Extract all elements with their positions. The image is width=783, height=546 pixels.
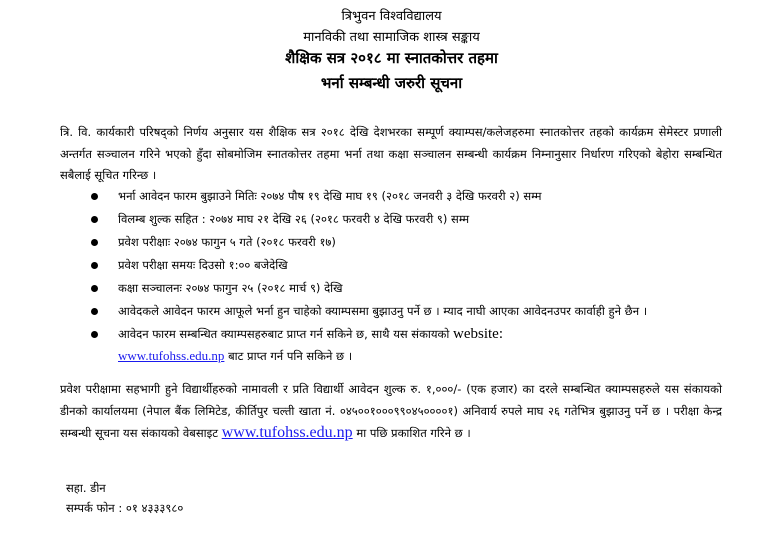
list-item: आवेदन फारम सम्बन्धित क्याम्पसहरुबाट प्राप्त गर्न सकिने छ, साथै यस संकायको website: www.tufohss.edu.np बाट प्राप्त गर्न पनि सकिने छ । xyxy=(96,324,726,367)
website-word: website: xyxy=(453,326,504,342)
intro-paragraph: त्रि. वि. कार्यकारी परिषद्को निर्णय अनुसार यस शैक्षिक सत्र २०१८ देखि देशभरका सम्पूर्ण क्याम्पस/कलेजहरुमा स्नातकोत्तर तहको कार्यक्रम सेमेस्टर प्रणाली अन्तर्गत सञ्चालन गरिने भएको हुँदा सोबमोजिम स्नातकोत्तर तहमा भर्ना तथा कक्षा सञ्चालन सम्बन्धी कार्यक्रम निम्नानुसार निर्धारण गरिएको बेहोरा सम्बन्धित सबैलाई सूचित गरिन्छ । xyxy=(60,125,722,182)
website-link[interactable]: www.tufohss.edu.np xyxy=(118,348,225,363)
bullet-icon xyxy=(91,331,98,338)
website-link[interactable]: www.tufohss.edu.np xyxy=(221,424,353,441)
bullet-icon xyxy=(91,262,98,269)
signatory-role: सहा. डीन xyxy=(66,481,106,495)
schedule-list xyxy=(96,186,726,369)
list-item: भर्ना आवेदन फारम बुझाउने मितिः २०७४ पौष १९ देखि माघ १९ (२०१८ जनवरी ३ देखि फरवरी २) सम्म xyxy=(96,186,726,207)
notice-title: शैक्षिक सत्र २०१८ मा स्नातकोत्तर तहमा xyxy=(285,49,498,67)
bullet-icon xyxy=(91,239,98,246)
list-item: विलम्ब शुल्क सहित : २०७४ माघ २१ देखि २६ (२०१८ फरवरी ४ देखि फरवरी ९) सम्म xyxy=(96,209,726,230)
notice-subtitle: भर्ना सम्बन्धी जरुरी सूचना xyxy=(320,74,463,92)
university-name: त्रिभुवन विश्वविद्यालय xyxy=(341,9,442,24)
list-item: प्रवेश परीक्षाः २०७४ फागुन ५ गते (२०१८ फरवरी १७) xyxy=(96,232,726,253)
fee-paragraph: प्रवेश परीक्षामा सहभागी हुने विद्यार्थीहरुको नामावली र प्रति विद्यार्थी आवेदन शुल्क रु. १,०००/- (एक हजार) का दरले सम्बन्धित क्याम्पसहरुले यस संकायको डीनको कार्यालयमा (नेपाल बैंक लिमिटेड, कीर्तिपुर चल्ती खाता नं. ०४५००१०००९९०४५००००१) अनिवार्य रुपले माघ २६ गतेभित्र बुझाउनु पर्ने छ । परीक्षा केन्द्र सम्बन्धी सूचना यस संकायको वेबसाइट www.tufohss.edu.np मा पछि प्रकाशित गरिने छ । xyxy=(60,382,722,441)
contact-phone: सम्पर्क फोन : ०१ ४३३३९८० xyxy=(66,501,184,515)
bullet-icon xyxy=(91,216,98,223)
list-item: प्रवेश परीक्षा समयः दिउसो १:०० बजेदेखि xyxy=(96,255,726,276)
bullet-icon xyxy=(91,193,98,200)
faculty-name: मानविकी तथा सामाजिक शास्त्र सङ्काय xyxy=(303,30,480,45)
list-item: कक्षा सञ्चालनः २०७४ फागुन २५ (२०१८ मार्च ९) देखि xyxy=(96,278,726,299)
bullet-icon xyxy=(91,285,98,292)
bullet-icon xyxy=(91,308,98,315)
list-item: आवेदकले आवेदन फारम आफूले भर्ना हुन चाहेको क्याम्पसमा बुझाउनु पर्ने छ । म्याद नाघी आएका आवेदनउपर कार्वाही हुने छैन । xyxy=(96,301,726,322)
